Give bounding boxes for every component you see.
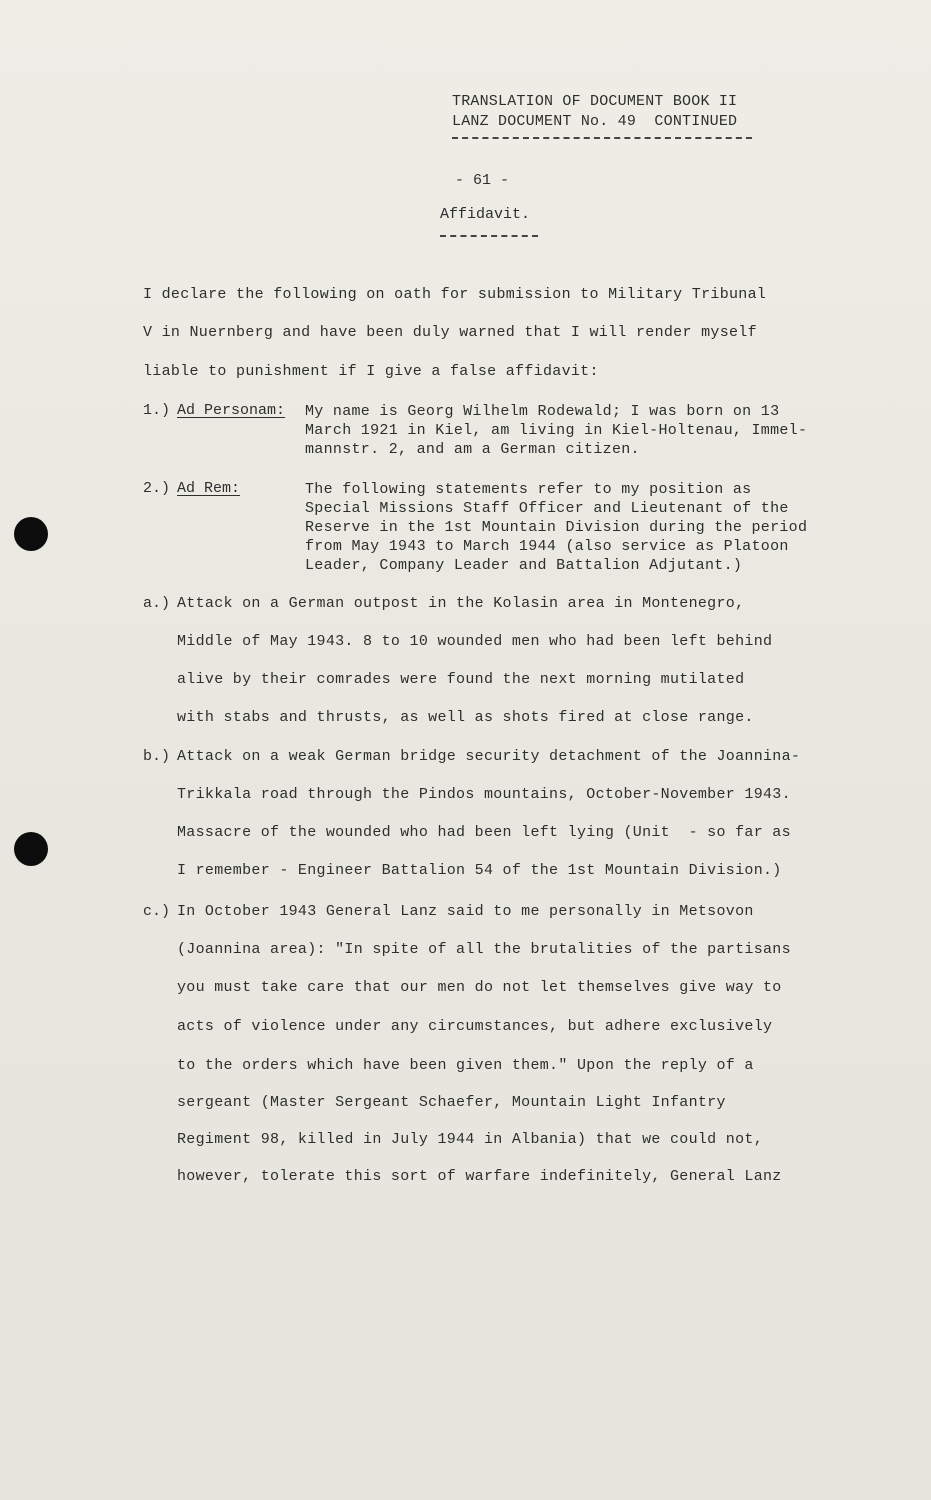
- subitem-c-line-1: In October 1943 General Lanz said to me personally in Metsovon: [177, 903, 754, 920]
- subitem-c-line-6: sergeant (Master Sergeant Schaefer, Mountain Light Infantry: [177, 1094, 726, 1111]
- subitem-c-line-5: to the orders which have been given them." Upon the reply of a: [177, 1057, 754, 1074]
- punch-hole-top: [14, 517, 48, 551]
- item-2-line-5: Leader, Company Leader and Battalion Adjutant.): [305, 557, 743, 574]
- item-2-line-1: The following statements refer to my position as: [305, 481, 752, 498]
- item-1-line-1: My name is Georg Wilhelm Rodewald; I was born on 13: [305, 403, 780, 420]
- subitem-a-line-2: Middle of May 1943. 8 to 10 wounded men who had been left behind: [177, 633, 773, 650]
- subitem-c-line-3: you must take care that our men do not let themselves give way to: [177, 979, 782, 996]
- intro-line-3: liable to punishment if I give a false affidavit:: [143, 363, 599, 380]
- subitem-c-letter: c.): [143, 903, 171, 920]
- title-divider: [440, 235, 538, 237]
- subitem-b-line-4: I remember - Engineer Battalion 54 of the 1st Mountain Division.): [177, 862, 782, 879]
- page-number: - 61 -: [455, 172, 510, 189]
- item-1-label: Ad Personam:: [177, 402, 286, 419]
- header-line-2: LANZ DOCUMENT No. 49 CONTINUED: [452, 113, 738, 130]
- subitem-c-line-4: acts of violence under any circumstances, but adhere exclusively: [177, 1018, 773, 1035]
- intro-line-1: I declare the following on oath for submission to Military Tribunal: [143, 286, 767, 303]
- subitem-b-line-3: Massacre of the wounded who had been left lying (Unit - so far as: [177, 824, 791, 841]
- item-2-label: Ad Rem:: [177, 480, 241, 497]
- subitem-c-line-8: however, tolerate this sort of warfare indefinitely, General Lanz: [177, 1168, 782, 1185]
- subitem-b-line-2: Trikkala road through the Pindos mountains, October-November 1943.: [177, 786, 791, 803]
- subitem-a-letter: a.): [143, 595, 171, 612]
- subitem-a-line-4: with stabs and thrusts, as well as shots fired at close range.: [177, 709, 754, 726]
- item-1-line-2: March 1921 in Kiel, am living in Kiel-Holtenau, Immel-: [305, 422, 808, 439]
- subitem-a-line-3: alive by their comrades were found the next morning mutilated: [177, 671, 745, 688]
- subitem-c-line-2: (Joannina area): "In spite of all the brutalities of the partisans: [177, 941, 791, 958]
- subitem-c-line-7: Regiment 98, killed in July 1944 in Albania) that we could not,: [177, 1131, 763, 1148]
- subitem-a-line-1: Attack on a German outpost in the Kolasin area in Montenegro,: [177, 595, 745, 612]
- item-2-line-4: from May 1943 to March 1944 (also service as Platoon: [305, 538, 789, 555]
- item-2-line-3: Reserve in the 1st Mountain Division during the period: [305, 519, 808, 536]
- item-1-line-3: mannstr. 2, and am a German citizen.: [305, 441, 640, 458]
- header-line-1: TRANSLATION OF DOCUMENT BOOK II: [452, 93, 738, 110]
- item-2-number: 2.): [143, 480, 171, 497]
- subitem-b-line-1: Attack on a weak German bridge security detachment of the Joannina-: [177, 748, 801, 765]
- punch-hole-bottom: [14, 832, 48, 866]
- intro-line-2: V in Nuernberg and have been duly warned that I will render myself: [143, 324, 757, 341]
- item-1-number: 1.): [143, 402, 171, 419]
- document-title: Affidavit.: [440, 206, 531, 223]
- subitem-b-letter: b.): [143, 748, 171, 765]
- header-divider: [452, 137, 752, 139]
- item-2-line-2: Special Missions Staff Officer and Lieutenant of the: [305, 500, 789, 517]
